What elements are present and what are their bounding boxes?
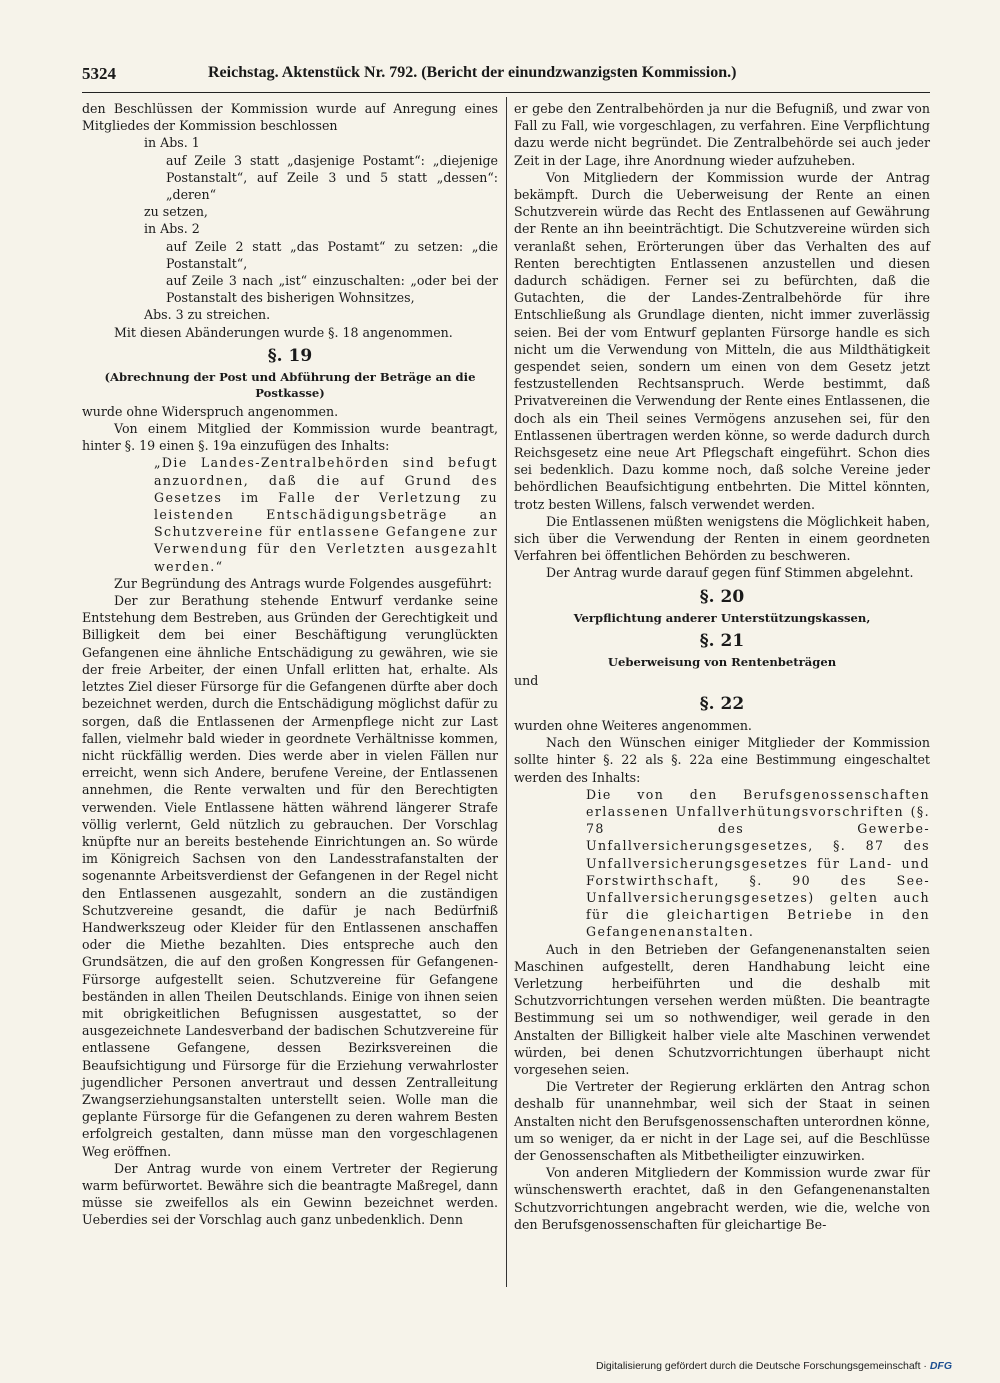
paragraph: er gebe den Zentralbehörden ja nur die Befugniß, und zwar von Fall zu Fall, wie vorgeschlagen, zu verfahren. Eine Verpflichtung dazu werde nicht begründet. Die Zentralbehörde sei auch jeder Zeit in der Lage, ihre Anordnung wieder aufzuheben. <box>514 101 930 168</box>
list-label: in Abs. 1 <box>144 135 200 151</box>
paragraph: Von anderen Mitgliedern der Kommission wurde zwar für wünschenswerth erachtet, daß in den Gefangenenanstalten Schutzvorrichtungen angebracht werden, wie die, welche von den Berufsgenossenschaften für gleichartige Be- <box>514 1165 930 1232</box>
amendment-text: auf Zeile 2 statt „das Postamt“ zu setzen: „die Postanstalt“, <box>166 238 498 271</box>
conjunction: und <box>514 672 539 688</box>
paragraph: Mit diesen Abänderungen wurde §. 18 angenommen. <box>114 324 453 340</box>
paragraph: Der Antrag wurde darauf gegen fünf Stimmen abgelehnt. <box>546 565 914 581</box>
paragraph: Von einem Mitglied der Kommission wurde beantragt, hinter §. 19 einen §. 19a einzufügen des Inhalts: <box>82 421 498 454</box>
paragraph: Zur Begründung des Antrags wurde Folgendes ausgeführt: <box>114 575 493 591</box>
header-rule <box>82 92 930 93</box>
paragraph: Die Entlassenen müßten wenigstens die Möglichkeit haben, sich über die Verwendung der Renten in einem geordneten Verfahren bei öffentlichen Behörden zu beschweren. <box>514 513 930 564</box>
section-heading: §. 21 <box>699 630 745 651</box>
paragraph: Der zur Berathung stehende Entwurf verdanke seine Entstehung dem Bestreben, aus Gründen der Gerechtigkeit und Billigkeit dem bei einer Beschäftigung verunglückten Gefangenen eine ähnliche Entschädigung zu gewähren, wie sie der freie Arbeiter, der einen Unfall erlitten hat, erhalte. Als letztes Ziel dieser Fürsorge für die Gefangenen dürfte aber doch bezeichnet werden, durch die Entschädigung möglichst dafür zu sorgen, daß die Entlassenen der Armenpflege nicht zur Last fallen, vielmehr bald wieder in geordnete Verhältnisse kommen, nicht rückfällig werden. Dies werde aber in vielen Fällen nur erreicht, wenn sich Andere, berufene Vereine, der Entlassenen annehmen, die Rente verwalten und für den Berechtigten verwenden. Viele Entlassene hätten während längerer Strafe völlig verlernt, Geld nützlich zu gebrauchen. Der Vorschlag knüpfte nur an bereits bestehende Einrichtungen an. So würde im Königreich Sachsen von den Landesstrafanstalten der sogenannte Arbeitsverdienst der Gefangenen in der Regel nicht den Entlassenen ausgezahlt, sondern an die zuständigen Schutzvereine gesandt, die dafür je nach Bedürfniß Handwerkszeug oder Kleider für den Entlassenen anschaffen oder die Miethe bezahlten. Dies entspreche auch den Grundsätzen, die auf den großen Kongressen für Gefangenen-Fürsorge aufgestellt seien. Schutzvereine für Gefangene beständen in allen Theilen Deutschlands. Einige von ihnen seien mit obrigkeitlichen Befugnissen ausgestattet, so der ausgezeichnete Landesverband der badischen Schutzvereine für entlassene Gefangene, dessen Bezirksvereinen die Beaufsichtigung und Fürsorge für die Erziehung verwahrloster jugendlicher Personen anvertraut und dessen Zentralleitung Zwangserziehungsanstalten unterstellt seien. Wolle man die geplante Fürsorge für die Gefangenen zu deren wahrem Besten erfolgreich gestalten, dann müsse man den vorgeschlagenen Weg eröffnen. <box>82 593 498 1159</box>
paragraph: Auch in den Betrieben der Gefangenenanstalten seien Maschinen aufgestellt, deren Handhabung leicht eine Verletzung herbeiführten und die deshalb mit Schutzvorrichtungen versehen werden müßten. Die beantragte Bestimmung sei um so nothwendiger, weil gerade in den Anstalten der Billigkeit halber viele alte Maschinen verwendet würden, bei denen Schutzvorrichtungen überhaupt nicht vorgesehen seien. <box>514 941 930 1077</box>
paragraph: Der Antrag wurde von einem Vertreter der Regierung warm befürwortet. Bewähre sich die beantragte Maßregel, dann müsse sie zweifellos als ein Gewinn bezeichnet werden. Ueberdies sei der Vorschlag auch ganz unbedenklich. Denn <box>82 1160 498 1228</box>
quoted-proposal: „Die Landes-Zentralbehörden sind befugt anzuordnen, daß die auf Grund des Gesetzes im Falle der Verletzung zu leistenden Entschädigungsbeträge an Schutzvereine für entlassene Gefangene zur Verwendung für den Verletzten ausgezahlt werden.“ <box>154 455 498 574</box>
page-number: 5324 <box>82 64 116 83</box>
paragraph: den Beschlüssen der Kommission wurde auf Anregung eines Mitgliedes der Kommission beschlossen <box>82 101 498 134</box>
paragraph: Von Mitgliedern der Kommission wurde der Antrag bekämpft. Durch die Ueberweisung der Rente an einen Schutzverein würde das Recht des Entlassenen auf Gewährung der Rente an ihn beeinträchtigt. Die Schutzvereine würden sich veranlaßt sehen, Erörterungen über das Verhalten des auf Renten berechtigten Entlassenen anzustellen und diesen dadurch schädigen. Ferner sei zu befürchten, daß die Gutachten, die der Landes-Zentralbehörde für ihre Entschließung als Grundlage dienten, nicht immer zuverlässig seien. Bei der vom Entwurf geplanten Fürsorge handle es sich nicht um die Verwendung von Mitteln, die aus Mildthätigkeit gespendet seien, sondern um einen von dem Gesetz jetzt festzustellenden Rechtsanspruch. Werde bestimmt, daß Privatvereinen die Verwendung der Rente eines Entlassenen, die doch als ein Theil seines Vermögens anzusehen sei, für den Entlassenen übertragen werden könne, so werde dadurch durch Reichsgesetz eine neue Art Pflegschaft eingeführt. Schon dies sei bedenklich. Dazu komme noch, daß solche Vereine jeder behördlichen Beaufsichtigung entbehrten. Die Mittel könnten, trotz besten Willens, falsch verwendet werden. <box>514 169 930 512</box>
paragraph: Nach den Wünschen einiger Mitglieder der Kommission sollte hinter §. 22 als §. 22a eine Bestimmung eingeschaltet werden des Inhalts: <box>514 735 930 785</box>
section-caption: Verpflichtung anderer Unterstützungskassen, <box>573 610 871 625</box>
list-label: in Abs. 2 <box>144 221 200 237</box>
paragraph: wurden ohne Weiteres angenommen. <box>514 717 752 733</box>
column-divider <box>506 97 507 1287</box>
amendment-text: auf Zeile 3 nach „ist“ einzuschalten: „oder bei der Postanstalt des bisherigen Wohnsitzes, <box>166 273 498 306</box>
list-label: Abs. 3 zu streichen. <box>144 307 271 323</box>
section-heading: §. 19 <box>267 345 313 366</box>
paragraph: Die Vertreter der Regierung erklärten den Antrag schon deshalb für unannehmbar, weil sich der Staat in seinen Anstalten nicht den Berufsgenossenschaften unterordnen könne, um so weniger, da er nicht in der Lage sei, auf die Beschlüsse der Genossenschaften als Mitbetheiligter einzuwirken. <box>514 1079 930 1163</box>
paragraph: wurde ohne Widerspruch angenommen. <box>82 403 339 419</box>
dfg-logo: DFG <box>929 1360 953 1372</box>
section-caption: (Abrechnung der Post und Abführung der Beträge an die Postkasse) <box>104 369 476 400</box>
list-label: zu setzen, <box>144 204 208 220</box>
left-column <box>82 100 498 1229</box>
quoted-proposal: Die von den Berufsgenossenschaften erlassenen Unfallverhütungsvorschriften (§. 78 des Gewerbe-Unfallversicherungsgesetzes, §. 87 des Unfallversicherungsgesetzes für Land- und Forstwirthschaft, §. 90 des See-Unfallversicherungsgesetzes) gelten auch für die gleichartigen Betriebe in den Gefangenenanstalten. <box>586 786 930 940</box>
section-heading: §. 20 <box>699 586 745 607</box>
digitization-credit <box>596 1360 986 1372</box>
page-header <box>82 60 930 90</box>
footer-text: Digitalisierung gefördert durch die Deutsche Forschungsgemeinschaft · <box>596 1360 927 1372</box>
section-caption: Ueberweisung von Rentenbeträgen <box>607 654 837 669</box>
running-title: Reichstag. Aktenstück Nr. 792. (Bericht der einundzwanzigsten Kommission.) <box>208 64 737 81</box>
amendment-text: auf Zeile 3 statt „dasjenige Postamt“: „diejenige Postanstalt“, auf Zeile 3 und 5 statt „dessen“: „deren“ <box>166 152 498 203</box>
right-column <box>514 100 930 1233</box>
section-heading: §. 22 <box>699 693 745 714</box>
